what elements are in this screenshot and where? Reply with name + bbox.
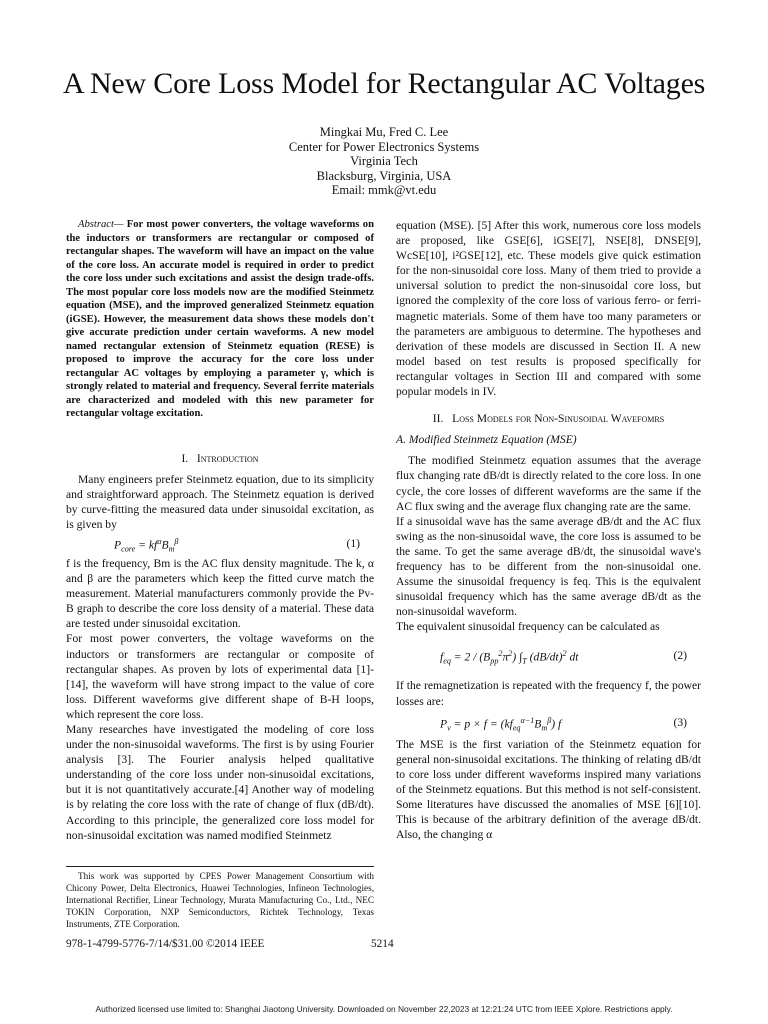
right-column [396, 218, 701, 842]
section-heading-introduction [66, 451, 374, 466]
author-location: Blacksburg, Virginia, USA [316, 168, 452, 183]
abstract-text: For most power converters, the voltage waveforms on the inductors or transformers are rectangular or composed of rectangular shapes. The waveform will have an impact on the value of the core loss. An accurate model is required in order to predict the core loss under such excitations and assist the design trade-offs. The most popular core loss models now are the modified Steinmetz equation (MSE), and the improved generalized Steinmetz equation (iGSE). However, the measurement data shows these models don't give accurate prediction under certain waveforms. A new model named rectangular extension of Steinmetz equation (RESE) is proposed to improve the accuracy for the core loss under rectangular AC voltages by employing a parameter γ, which is strongly related to material and frequency. Several ferrite materials are characterized and modeled with this new parameter for rectangular voltage excitation. [66, 219, 374, 419]
paper-title: A New Core Loss Model for Rectangular AC Voltages [62, 67, 706, 100]
equation-2: $f_{eq} = 2 / (B_{pp}^2\pi^2)$ $\int_T$ $(dB/dt)^2$ dt (2) [440, 649, 687, 666]
author-affiliation: Center for Power Electronics Systems [288, 139, 480, 154]
equation-number: (3) [673, 715, 687, 729]
equation-number: (1) [346, 536, 360, 550]
mse-paragraph-5: The MSE is the first variation of the Steinmetz equation for general non-sinusoidal excitations. The thinking of relating dB/dt to core loss under different waveforms inspired many variations of the Steinmetz equations. But this method is not self-consistent. Some literatures have discussed the anomalies of MSE [6][10]. This is because of the arbitrary definition of the average dB/dt. Also, the changing α [396, 737, 701, 842]
author-names: Mingkai Mu, Fred C. Lee [319, 125, 449, 139]
mse-paragraph-4: If the remagnetization is repeated with the frequency f, the power losses are: [396, 679, 701, 708]
abstract [66, 218, 374, 421]
continued-paragraph: equation (MSE). [5] After this work, numerous core loss models are proposed, like GSE[6], iGSE[7], NSE[8], DNSE[9], WcSE[10], i²GSE[12], etc. These models give quick estimation for the non-sinusoidal core loss. Many of them tried to provide a universal solution to predict the non-sinusoidal core loss, but ignored the complexity of the core loss of various ferro- or ferri-magnetic materials. Some of them have too many parameters or the parameters are ambiguous to determine. The hypotheses and derivation of these models are discussed in Section II. A new model based on test results is proposed specifically for rectangular voltages in Section III and compared with some popular models in IV. [396, 219, 701, 399]
section-title: Introduction [196, 451, 259, 465]
author-block [0, 125, 768, 198]
page-number: 5214 [371, 938, 394, 950]
footnote-text: This work was supported by CPES Power Management Consortium with Chicony Power, Delta Electronics, Huawei Technologies, Infineon Technologies, International Rectifier, Linear Technology, Murata Manufacturing Co., Ltd., NEC TOKIN Corporation, NXP Semiconductors, Richtek Technology, Texas Instruments, ZTE Corporation. [66, 871, 374, 929]
intro-paragraph-1: Many engineers prefer Steinmetz equation, due to its simplicity and straightforward approach. The Steinmetz equation is derived by curve-fitting the measured data under sinusoidal excitation, as is given by [66, 472, 374, 531]
license-notice: Authorized licensed use limited to: Shanghai Jiaotong University. Downloaded on November 22,2023 at 12:21:24 UTC from IEEE Xplore. Restrictions apply. [95, 1004, 673, 1014]
abstract-label: Abstract— [78, 219, 124, 230]
author-university: Virginia Tech [350, 154, 418, 168]
intro-paragraph-3: For most power converters, the voltage waveforms on the inductors or transformers are rectangular or composite of rectangular shapes. As proven by lots of experimental data [1]-[14], the waveform will have strong impact to the value of core loss. Different waveforms give different shape of B-H loops, which represent the core loss. [66, 632, 374, 721]
equation-3: $P_v = p \times f = (kf_{eq}^{\alpha-1}B_m^\beta)$ f (3) [440, 715, 687, 732]
section-heading-models [396, 411, 701, 426]
mse-paragraph-3: The equivalent sinusoidal frequency can be calculated as [396, 620, 660, 634]
section-number: I. [181, 451, 189, 465]
intro-paragraph-4: Many researches have investigated the modeling of core loss under the non-sinusoidal waveforms. The first is by using Fourier analysis [3]. The Fourier analysis helped qualitative understanding of the core loss under non-sinusoidal excitations, but it is not quantitatively accurate.[4] Another way of modeling is by relating the core loss with the rate of change of flux (dB/dt). According to this principle, the generalized core loss model for non-sinusoidal excitation was named modified Steinmetz [66, 723, 374, 842]
equation-1: $P_{core} = kf^\alpha B_m^\beta$ (1) [114, 536, 360, 554]
section-title: Loss Models for Non-Sinusoidal Wavefomrs [452, 412, 665, 426]
intro-paragraph-2: f is the frequency, Bm is the AC flux density magnitude. The k, α and β are the parameters which keep the fitted curve match the measurement. Material manufacturers commonly provide the Pv-B graph to describe the core loss density of a material. These data are tested under sinusoidal excitation. [66, 556, 374, 631]
author-email: Email: mmk@vt.edu [331, 183, 437, 197]
footnote [66, 866, 374, 930]
left-column [66, 218, 374, 843]
mse-paragraph-2: If a sinusoidal wave has the same average dB/dt and the AC flux swing as the non-sinusoidal wave, the core loss is assumed to be the same. To get the same average dB/dt, the sinusoidal wave's frequency has to be different from the non-sinusoidal one. Assume the sinusoidal frequency is feq. This is the equivalent sinusoidal frequency which has the same average dB/dt as the non-sinusoidal waveform. [396, 514, 701, 619]
isbn-copyright: 978-1-4799-5776-7/14/$31.00 ©2014 IEEE [66, 938, 265, 950]
mse-paragraph-1: The modified Steinmetz equation assumes that the average flux changing rate dB/dt is directly related to the core loss. In one cycle, the core losses of different waveforms are the same if the AC flux swing and the average flux changing rate are the same. [396, 454, 701, 513]
subsection-heading-mse: A. Modified Steinmetz Equation (MSE) [396, 433, 577, 447]
section-number: II. [432, 412, 444, 426]
equation-number: (2) [673, 649, 687, 663]
